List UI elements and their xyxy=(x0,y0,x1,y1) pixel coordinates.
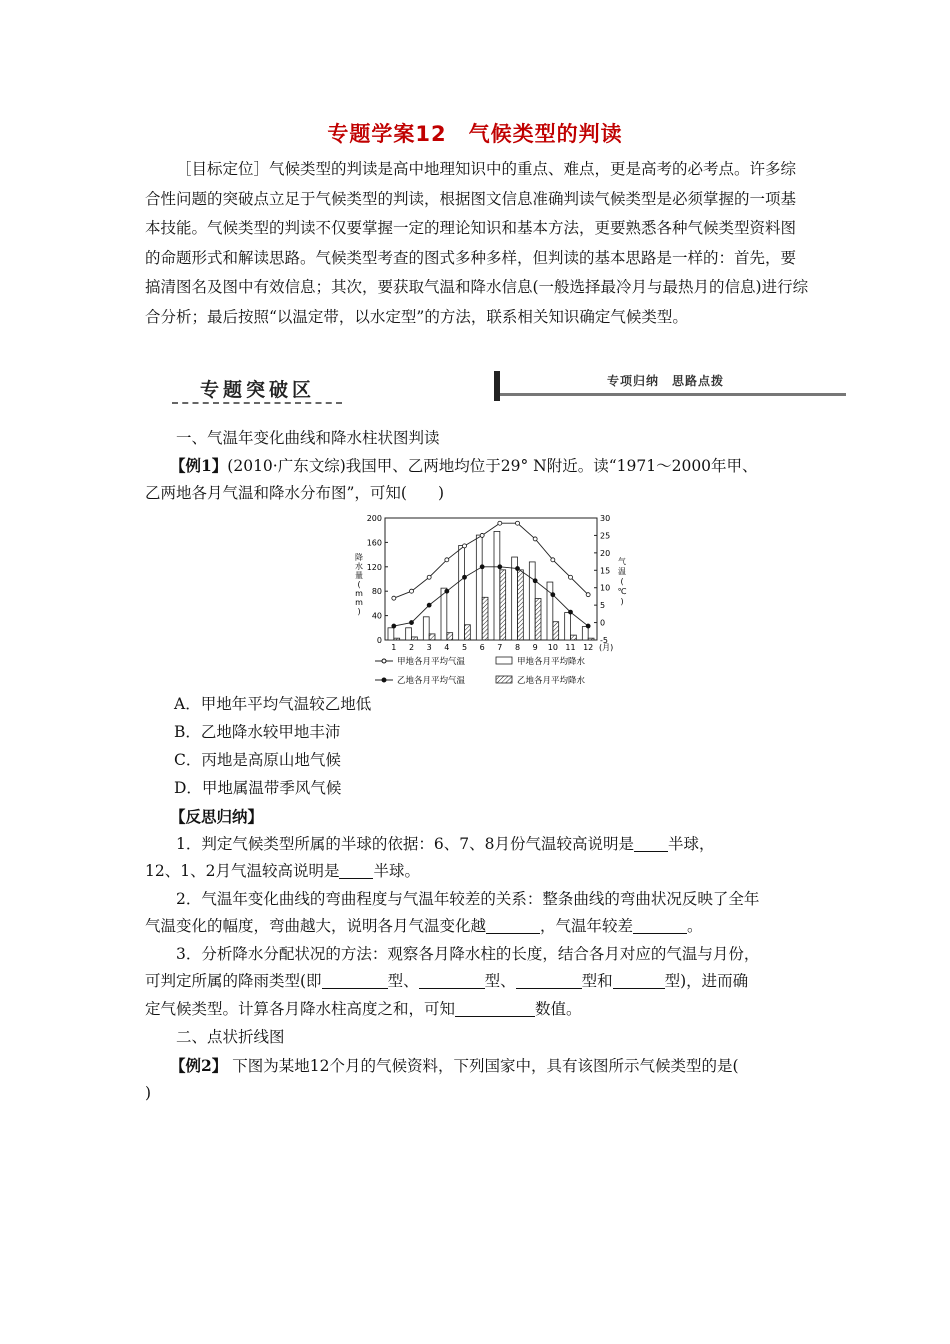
right-axis-label-char: ℃ xyxy=(617,587,627,596)
reflection-text: 型、 xyxy=(484,972,516,990)
answer-blank xyxy=(516,973,582,990)
banner-dash-rule xyxy=(172,402,342,404)
x-tick-label: 9 xyxy=(532,643,538,652)
bar-yi-precip xyxy=(412,637,418,640)
chart-legend xyxy=(375,656,586,686)
point-jia-temp xyxy=(463,544,467,548)
x-tick-label: 1 xyxy=(391,643,397,652)
right-tick-label: -5 xyxy=(600,636,608,645)
point-jia-temp xyxy=(498,521,502,525)
reflection-text: 型)，进而确 xyxy=(664,972,749,990)
banner-subtitle: 专项归纳 思路点拨 xyxy=(607,374,725,388)
example2-label: 【例2】 xyxy=(170,1056,228,1075)
legend-label: 乙地各月平均降水 xyxy=(517,676,586,686)
point-yi-temp xyxy=(410,621,414,625)
banner-title: 专题突破区 xyxy=(200,379,316,401)
reflection-text: ，气温年较差 xyxy=(540,917,634,935)
x-tick-label: 2 xyxy=(408,643,415,652)
point-yi-temp xyxy=(463,575,467,579)
x-unit-label: (月) xyxy=(599,643,614,652)
reflection-p2-line2 xyxy=(145,913,815,940)
right-axis-label-char: 温 xyxy=(618,567,626,576)
point-yi-temp xyxy=(569,610,573,614)
reflection-p3-line2 xyxy=(145,968,815,995)
section1-heading: 一、气温年变化曲线和降水柱状图判读 xyxy=(176,429,440,447)
bar-yi-precip xyxy=(500,570,506,640)
bar-yi-precip xyxy=(535,599,541,640)
option-c: C．丙地是高原山地气候 xyxy=(174,751,341,769)
point-jia-temp xyxy=(551,558,555,562)
reflection-heading: 【反思归纳】 xyxy=(170,807,264,826)
legend-label: 甲地各月平均气温 xyxy=(397,657,466,667)
right-tick-label: 25 xyxy=(600,531,611,541)
reflection-p1-line1 xyxy=(145,831,815,858)
bar-jia-precip xyxy=(582,627,588,640)
x-tick-label: 8 xyxy=(514,643,521,652)
bar-yi-precip xyxy=(465,625,471,640)
answer-blank xyxy=(486,918,540,935)
bar-jia-precip xyxy=(494,531,500,640)
bar-jia-precip xyxy=(388,628,394,640)
example1-text1: (2010·广东文综)我国甲、乙两地均位于29° N附近。读“1971～2000年甲、 xyxy=(227,457,758,475)
x-tick-label: 11 xyxy=(565,643,576,652)
right-tick-label: 20 xyxy=(600,548,611,558)
point-jia-temp xyxy=(445,558,449,562)
bar-jia-precip xyxy=(406,628,412,640)
reflection-text: 型和 xyxy=(581,972,613,990)
x-tick-label: 5 xyxy=(461,643,468,652)
point-yi-temp xyxy=(586,624,590,628)
x-tick-label: 12 xyxy=(583,643,594,652)
answer-blank xyxy=(634,836,668,853)
answer-blank xyxy=(339,863,373,880)
right-axis-label-char: 气 xyxy=(618,557,626,566)
legend-marker xyxy=(382,678,386,682)
point-jia-temp xyxy=(480,533,484,537)
point-yi-temp xyxy=(427,603,431,607)
point-jia-temp xyxy=(392,596,396,600)
intro-paragraph xyxy=(145,155,810,332)
right-axis-label-char: ( xyxy=(620,577,624,586)
left-tick-label: 160 xyxy=(366,538,382,548)
left-tick-label: 120 xyxy=(366,562,382,572)
left-tick-label: 80 xyxy=(371,587,382,597)
left-tick-label: 40 xyxy=(371,611,382,621)
x-tick-label: 7 xyxy=(497,643,503,652)
left-axis-label-char: ( xyxy=(357,580,361,589)
bar-jia-precip xyxy=(565,613,571,640)
bar-yi-precip xyxy=(588,638,594,640)
option-a: A．甲地年平均气温较乙地低 xyxy=(174,695,372,713)
right-tick-label: 0 xyxy=(600,618,606,628)
reflection-text: 半球， xyxy=(667,835,715,853)
point-yi-temp xyxy=(551,593,555,597)
point-yi-temp xyxy=(533,579,537,583)
left-tick-label: 200 xyxy=(366,514,382,523)
right-tick-label: 30 xyxy=(600,514,611,523)
left-axis-label-char: 水 xyxy=(355,562,363,571)
x-tick-label: 10 xyxy=(547,643,558,652)
reflection-p2-line1: 2．气温年变化曲线的弯曲程度与气温年较差的关系：整条曲线的弯曲状况反映了全年 xyxy=(176,890,760,908)
reflection-text: 1．判定气候类型所属的半球的依据：6、7、8月份气温较高说明是 xyxy=(176,835,634,853)
example1-line1 xyxy=(170,452,840,480)
reflection-text: 数值。 xyxy=(535,1000,582,1018)
reflection-text: 定气候类型。计算各月降水柱高度之和，可知 xyxy=(145,1000,456,1018)
left-axis-label-char: m xyxy=(355,589,363,598)
intro-text: 气候类型的判读是高中地理知识中的重点、难点，更是高考的必考点。许多综合性问题的突破点立足于气候类型的判读，根据图文信息准确判读气候类型是必须掌握的一项基本技能。气候类型的判读不仅要掌握一定的理论知识和基本方法，更要熟悉各种气候类型资料图的命题形式和解读思路。气候类型考查的图式多种多样，但判读的基本思路是一样的：首先，要搞清图名及图中有效信息；其次，要获取气温和降水信息(一般选择最冷月与最热月的信息)进行综合分析；最后按照“以温定带，以水定型”的方法，联系相关知识确定气候类型。 xyxy=(145,160,809,326)
bar-yi-precip xyxy=(518,570,524,640)
right-tick-label: 10 xyxy=(600,583,611,593)
point-jia-temp xyxy=(569,575,573,579)
reflection-text: 半球。 xyxy=(373,862,420,880)
example1-label: 【例1】 xyxy=(170,456,228,475)
point-jia-temp xyxy=(586,593,590,597)
example2-line1 xyxy=(170,1052,840,1080)
left-axis-label-char: m xyxy=(355,598,363,607)
point-yi-temp xyxy=(480,565,484,569)
point-jia-temp xyxy=(427,575,431,579)
point-yi-temp xyxy=(445,589,449,593)
x-tick-label: 6 xyxy=(479,643,485,652)
legend-label: 乙地各月平均气温 xyxy=(397,676,466,686)
point-yi-temp xyxy=(498,565,502,569)
legend-marker xyxy=(382,659,386,663)
bar-yi-precip xyxy=(447,633,453,640)
page-title: 专题学案12 气候类型的判读 xyxy=(327,122,623,146)
bar-jia-precip xyxy=(423,617,429,640)
bar-jia-precip xyxy=(529,562,535,640)
bar-yi-precip xyxy=(394,638,400,640)
left-axis-label-char: 量 xyxy=(355,571,363,580)
bar-jia-precip xyxy=(476,535,482,640)
legend-bar-swatch xyxy=(496,657,512,664)
right-tick-label: 5 xyxy=(600,601,606,611)
x-tick-label: 4 xyxy=(444,643,450,652)
answer-blank xyxy=(633,918,687,935)
reflection-text: 12、1、2月气温较高说明是 xyxy=(145,862,340,880)
example1-text2: 乙两地各月气温和降水分布图”，可知( ) xyxy=(145,484,445,502)
chart-lines xyxy=(392,521,590,628)
bar-yi-precip xyxy=(571,635,577,640)
banner-rule xyxy=(500,393,846,396)
point-yi-temp xyxy=(392,624,396,628)
bar-jia-precip xyxy=(459,545,465,640)
reflection-text: 可判定所属的降雨类型(即 xyxy=(145,972,322,990)
bar-jia-precip xyxy=(441,588,447,640)
climate-chart xyxy=(345,508,635,692)
point-yi-temp xyxy=(516,567,520,571)
answer-blank xyxy=(613,973,665,990)
banner-box xyxy=(182,371,500,401)
example2-text2: ) xyxy=(145,1084,152,1102)
line-jia-temp xyxy=(394,523,588,598)
legend-label: 甲地各月平均降水 xyxy=(517,657,586,667)
legend-bar-swatch xyxy=(496,676,512,683)
option-d: D．甲地属温带季风气候 xyxy=(174,779,342,797)
right-axis-label-char: ) xyxy=(620,597,624,606)
answer-blank xyxy=(322,973,388,990)
reflection-p3-line1: 3．分析降水分配状况的方法：观察各月降水柱的长度，结合各月对应的气温与月份， xyxy=(176,945,760,963)
left-axis-label-char: ) xyxy=(357,607,361,616)
bar-yi-precip xyxy=(553,622,559,640)
reflection-p3-line3 xyxy=(145,996,815,1023)
intro-label: ［目标定位］ xyxy=(176,160,270,178)
reflection-text: 型、 xyxy=(387,972,419,990)
bar-yi-precip xyxy=(482,597,488,640)
example2-text1: 下图为某地12个月的气候资料，下列国家中，具有该图所示气候类型的是( xyxy=(232,1057,739,1075)
right-tick-label: 15 xyxy=(600,566,611,576)
bar-yi-precip xyxy=(429,634,435,640)
point-jia-temp xyxy=(410,589,414,593)
reflection-text: 气温变化的幅度，弯曲越大，说明各月气温变化越 xyxy=(145,917,487,935)
x-tick-label: 3 xyxy=(426,643,432,652)
reflection-text: 。 xyxy=(687,917,703,935)
section2-heading: 二、点状折线图 xyxy=(176,1028,285,1046)
reflection-p1-line2 xyxy=(145,858,815,885)
left-tick-label: 0 xyxy=(376,636,382,645)
left-axis-label-char: 降 xyxy=(355,553,363,562)
answer-blank xyxy=(455,1001,535,1018)
answer-blank xyxy=(419,973,485,990)
section-banner xyxy=(172,369,848,405)
option-b: B．乙地降水较甲地丰沛 xyxy=(174,723,341,741)
point-jia-temp xyxy=(516,521,520,525)
point-jia-temp xyxy=(533,537,537,541)
